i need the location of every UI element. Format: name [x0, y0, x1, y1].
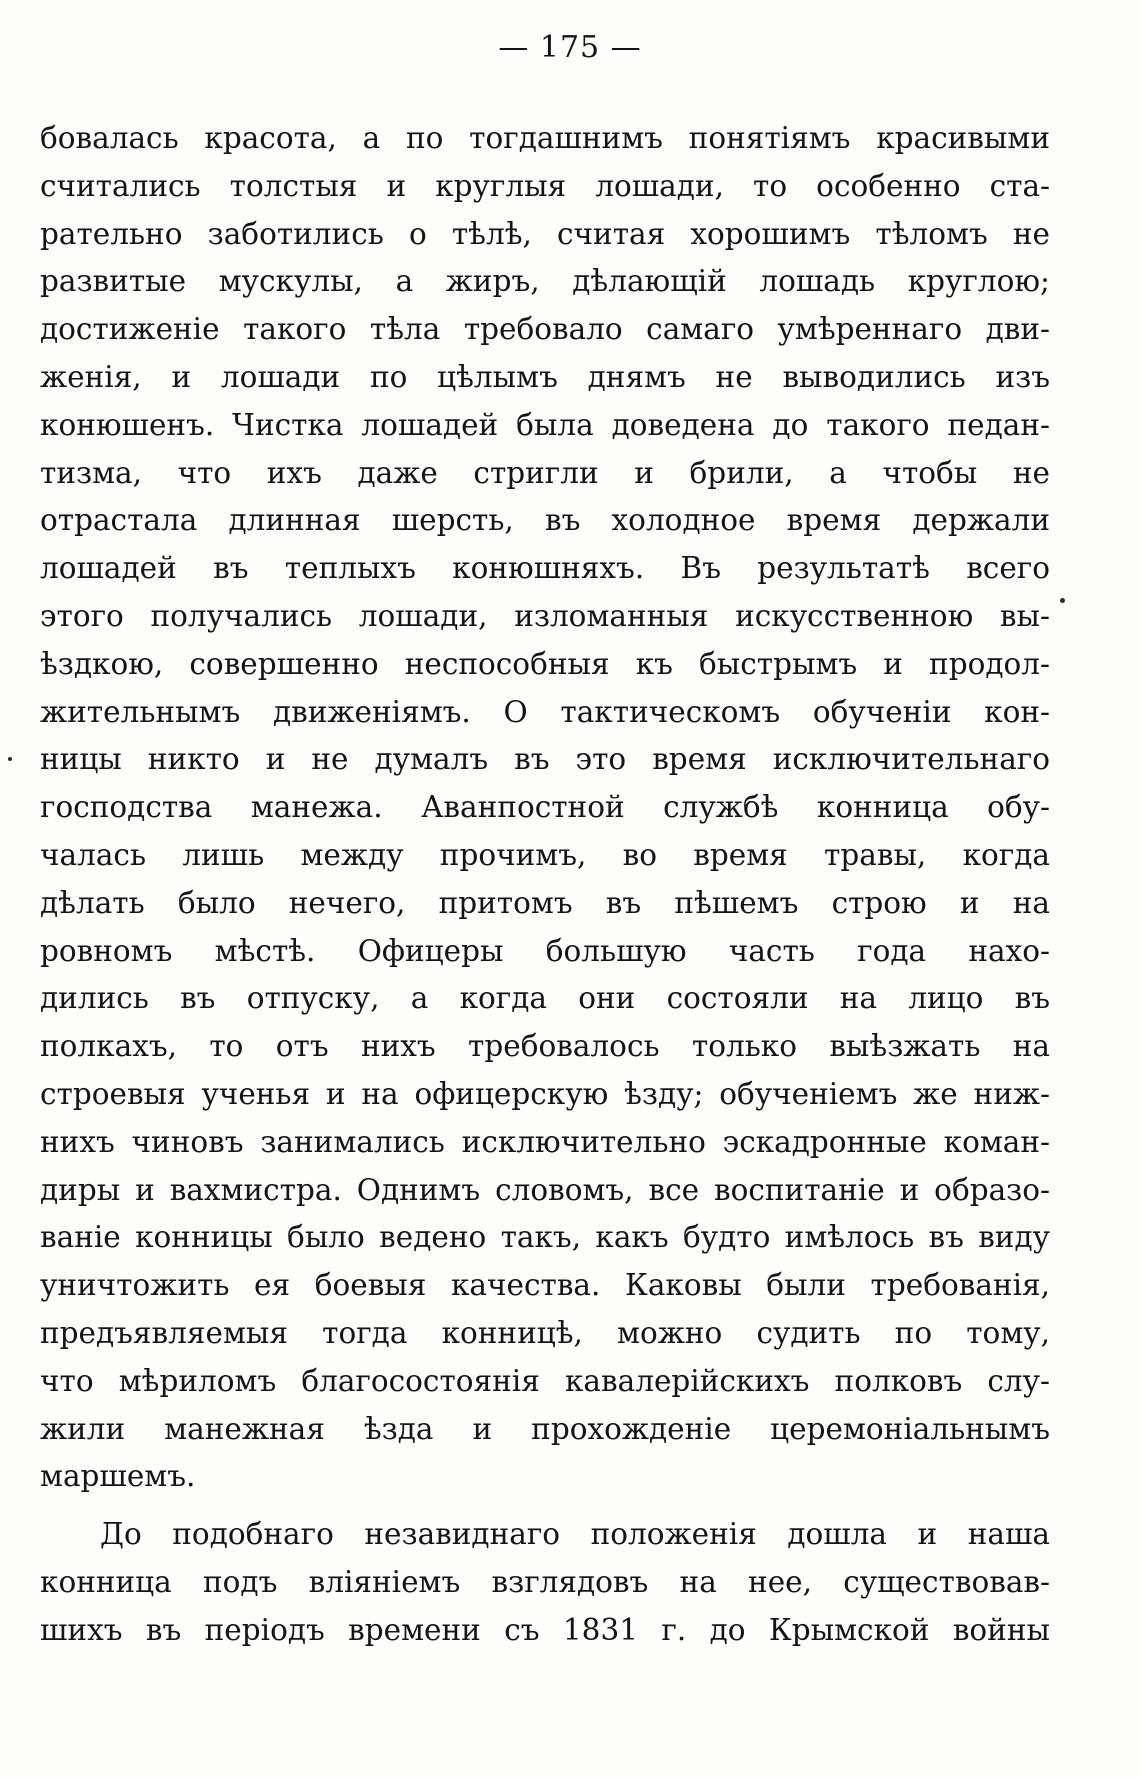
ink-speck [8, 757, 12, 761]
text-line: полкахъ, то отъ нихъ требовалось только выѣзжать на [40, 1029, 1050, 1064]
body-text [40, 115, 1050, 1655]
page-number: — 175 — [498, 30, 642, 65]
text-line: уничтожить ея боевыя качества. Каковы были требованія, [40, 1268, 1050, 1303]
text-line: конница подъ вліяніемъ взглядовъ на нее, существовав- [40, 1564, 1050, 1599]
text-line: бовалась красота, а по тогдашнимъ понятіямъ красивыми [40, 121, 1050, 155]
paragraph-1 [40, 115, 1050, 1501]
text-line: нихъ чиновъ занимались исключительно эскадронные коман- [40, 1124, 1050, 1159]
text-line: шихъ въ періодъ времени съ 1831 г. до Крымской войны [40, 1612, 1050, 1647]
text-line: дились въ отпуску, а когда они состояли на лицо въ [40, 981, 1050, 1016]
text-line: жительнымъ движеніямъ. О тактическомъ обученіи кон- [40, 694, 1050, 729]
text-line: чалась лишь между прочимъ, во время травы, когда [40, 837, 1050, 872]
paragraph-gap [40, 1501, 1050, 1511]
text-line: жили манежная ѣзда и прохожденіе церемоніальнымъ [40, 1411, 1050, 1446]
text-line: маршемъ. [40, 1459, 196, 1494]
text-line: достиженіе такого тѣла требовало самаго умѣреннаго дви- [40, 312, 1050, 347]
text-line: господства манежа. Аванпостной службѣ конница обу- [40, 790, 1050, 825]
ink-speck [1060, 598, 1065, 603]
text-line: ваніе конницы было ведено такъ, какъ будто имѣлось въ виду [40, 1220, 1050, 1255]
text-line: развитые мускулы, а жиръ, дѣлающій лошадь круглою; [40, 264, 1050, 299]
text-line: До подобнаго незавиднаго положенія дошла и наша [100, 1517, 1050, 1552]
text-line: тизма, что ихъ даже стригли и брили, а чтобы не [40, 455, 1050, 490]
text-line: диры и вахмистра. Однимъ словомъ, все воспитаніе и образо- [40, 1172, 1050, 1207]
text-line: что мѣриломъ благосостоянія кавалерійскихъ полковъ слу- [40, 1363, 1050, 1398]
text-line: ѣздкою, совершенно неспособныя къ быстрымъ и продол- [40, 646, 1050, 681]
text-line: женія, и лошади по цѣлымъ днямъ не выводились изъ [40, 359, 1050, 394]
paragraph-2 [40, 1511, 1050, 1654]
text-line: строевыя ученья и на офицерскую ѣзду; обученіемъ же ниж- [40, 1076, 1050, 1111]
text-line: дѣлать было нечего, притомъ въ пѣшемъ строю и на [40, 885, 1050, 920]
text-line: ницы никто и не думалъ въ это время исключительнаго [40, 742, 1050, 777]
text-line: конюшенъ. Чистка лошадей была доведена до такого педан- [40, 407, 1050, 442]
text-line: предъявляемыя тогда конницѣ, можно судить по тому, [40, 1315, 1050, 1350]
text-line: рательно заботились о тѣлѣ, считая хорошимъ тѣломъ не [40, 216, 1050, 251]
text-line: лошадей въ теплыхъ конюшняхъ. Въ результатѣ всего [40, 551, 1050, 586]
text-line: считались толстыя и круглыя лошади, то особенно ста- [40, 168, 1050, 203]
text-line: этого получались лошади, изломанныя искусственною вы- [40, 598, 1050, 633]
text-line: отрастала длинная шерсть, въ холодное время держали [40, 503, 1050, 538]
text-line: ровномъ мѣстѣ. Офицеры большую часть года нахо- [40, 933, 1050, 968]
